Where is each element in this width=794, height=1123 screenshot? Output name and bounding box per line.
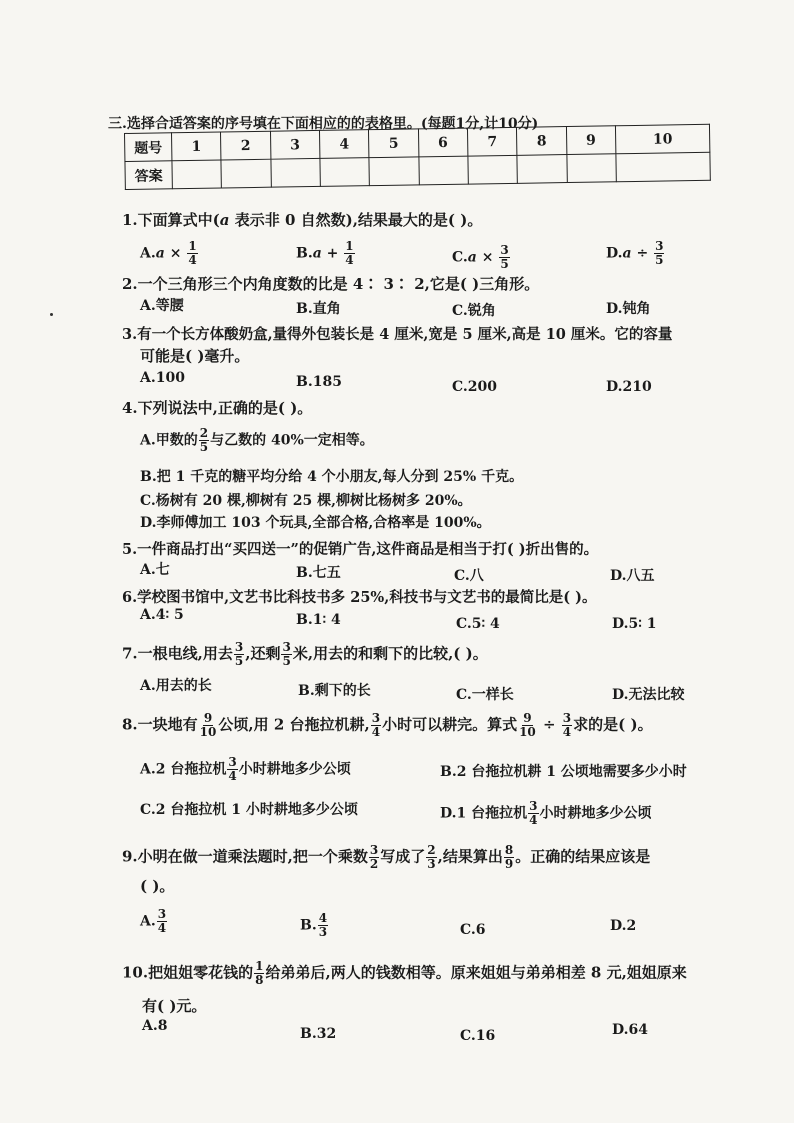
denominator: 5 <box>199 440 209 454</box>
q4-option-a <box>140 427 374 454</box>
var-a: a <box>467 249 477 266</box>
fraction <box>371 712 381 739</box>
q1-option-b <box>296 240 356 267</box>
fraction <box>499 244 509 271</box>
numerator: 3 <box>228 755 237 769</box>
option-label: C. <box>452 249 468 266</box>
q6-option-b: B.1∶ 4 <box>296 612 341 628</box>
q6-option-c: C.5∶ 4 <box>456 616 500 632</box>
answer-cell[interactable] <box>221 159 271 188</box>
answer-cell[interactable] <box>616 152 710 181</box>
answer-cell[interactable] <box>567 154 617 183</box>
answer-cell[interactable] <box>468 155 518 184</box>
denominator: 3 <box>318 925 328 939</box>
q7-option-a: A.用去的长 <box>140 678 212 694</box>
fraction <box>562 712 572 739</box>
stem-text: 写成了 <box>380 847 426 866</box>
numerator: 3 <box>282 640 291 654</box>
q2-option-d: D.钝角 <box>606 301 651 317</box>
question-number-cell: 1 <box>172 132 222 161</box>
denominator: 5 <box>655 253 664 267</box>
stem-text: 给弟弟后,两人的钱数相等。原来姐姐与弟弟相差 8 元,姐姐原来 <box>265 963 687 982</box>
q6-option-d: D.5∶ 1 <box>612 616 657 632</box>
answer-cell[interactable] <box>172 160 222 189</box>
q1-stem-var: a <box>219 211 230 229</box>
operator: × <box>164 245 187 262</box>
numerator: 8 <box>504 843 514 857</box>
numerator: 4 <box>318 911 328 925</box>
option-text: 与乙数的 40%一定相等。 <box>210 432 374 449</box>
q5-stem: 5.一件商品打出“买四送一”的促销广告,这件商品是相当于打( )折出售的。 <box>122 541 599 558</box>
q10-option-b: B.32 <box>300 1026 337 1042</box>
q10-stem <box>122 960 687 987</box>
q3-stem-line1: 3.有一个长方体酸奶盒,量得外包装长是 4 厘米,宽是 5 厘米,高是 10 厘米。它的容量 <box>122 326 673 343</box>
q8-stem <box>122 712 653 739</box>
q1-option-d <box>606 240 665 267</box>
q9-option-a <box>140 908 168 935</box>
q2-option-b: B.直角 <box>296 301 341 317</box>
fraction <box>426 844 436 871</box>
option-text: D.1 台拖拉机 <box>440 805 528 822</box>
q8-option-a <box>140 756 351 783</box>
q1-option-c <box>452 244 511 271</box>
var-a: a <box>622 245 632 262</box>
numerator: 1 <box>255 959 264 973</box>
operator: ÷ <box>537 715 561 734</box>
q4-option-d: D.李师傅加工 103 个玩具,全部合格,合格率是 100%。 <box>140 515 491 531</box>
q2-option-c: C.锐角 <box>452 303 496 319</box>
denominator: 4 <box>529 813 538 827</box>
option-text: A.甲数的 <box>140 432 198 449</box>
numerator: 3 <box>157 907 167 921</box>
q9-option-b <box>300 912 329 939</box>
numerator: 2 <box>199 426 209 440</box>
operator: × <box>476 249 499 266</box>
denominator: 4 <box>562 725 572 739</box>
numerator: 3 <box>234 640 244 654</box>
fraction <box>199 427 209 454</box>
fraction <box>344 240 354 267</box>
numerator: 3 <box>500 243 509 257</box>
q7-option-d: D.无法比较 <box>612 687 685 703</box>
q3-option-d: D.210 <box>606 379 652 395</box>
operator: ÷ <box>631 245 654 262</box>
q4-stem: 4.下列说法中,正确的是( )。 <box>122 399 313 417</box>
question-number-cell: 9 <box>566 126 616 155</box>
option-text: A.2 台拖拉机 <box>140 761 227 778</box>
numerator: 3 <box>529 799 538 813</box>
stem-text: 8.一块地有 <box>122 715 198 734</box>
question-number-cell: 8 <box>517 127 567 156</box>
stem-text: 小时可以耕完。算式 <box>382 715 518 734</box>
q5-option-b: B.七五 <box>296 565 341 581</box>
q8-option-c: C.2 台拖拉机 1 小时耕地多少公顷 <box>140 802 358 818</box>
numerator: 2 <box>427 843 436 857</box>
question-number-cell: 7 <box>467 127 517 156</box>
fraction <box>281 641 291 668</box>
scan-speck <box>50 313 53 316</box>
fraction <box>234 641 244 668</box>
denominator: 4 <box>157 921 167 935</box>
q3-option-c: C.200 <box>452 379 497 395</box>
q7-option-b: B.剩下的长 <box>298 683 371 699</box>
var-a: a <box>312 245 322 262</box>
numerator: 9 <box>523 711 532 725</box>
question-number-cell: 6 <box>418 128 468 157</box>
q10-stem-line2: 有( )元。 <box>142 997 207 1015</box>
fraction <box>254 960 264 987</box>
denominator: 5 <box>282 654 291 668</box>
answer-cell[interactable] <box>369 157 419 186</box>
q1-stem <box>122 210 482 230</box>
row-label-number: 题号 <box>125 133 172 162</box>
q10-option-a: A.8 <box>142 1018 168 1034</box>
denominator: 4 <box>345 253 354 267</box>
numerator: 3 <box>562 711 572 725</box>
q1-option-a <box>140 240 199 267</box>
operator: + <box>321 245 344 262</box>
q1-stem-part: 1.下面算式中( <box>122 211 220 229</box>
numerator: 1 <box>188 239 197 253</box>
fraction <box>187 240 197 267</box>
fraction <box>654 240 664 267</box>
denominator: 4 <box>371 725 381 739</box>
denominator: 4 <box>188 253 197 267</box>
q9-option-c: C.6 <box>460 922 486 938</box>
denominator: 8 <box>255 973 264 987</box>
var-a: a <box>155 245 165 262</box>
q7-option-c: C.一样长 <box>456 687 514 703</box>
option-label: D. <box>606 245 623 262</box>
numerator: 3 <box>369 843 379 857</box>
answer-cell[interactable] <box>320 158 370 187</box>
denominator: 9 <box>504 857 514 871</box>
denominator: 3 <box>427 857 436 871</box>
q4-option-b: B.把 1 千克的糖平均分给 4 个小朋友,每人分到 25% 千克。 <box>140 469 524 485</box>
q7-stem <box>122 641 488 668</box>
numerator: 1 <box>345 239 354 253</box>
denominator: 4 <box>228 769 237 783</box>
q10-option-d: D.64 <box>612 1022 648 1038</box>
answer-cell[interactable] <box>419 156 469 185</box>
q1-stem-part: 表示非 0 自然数),结果最大的是( )。 <box>229 211 483 229</box>
numerator: 3 <box>371 711 381 725</box>
fraction <box>227 756 237 783</box>
numerator: 9 <box>203 711 213 725</box>
section-title: 三.选择合适答案的序号填在下面相应的的表格里。(每题1分,计10分) <box>108 116 539 132</box>
q3-option-a: A.100 <box>140 370 185 386</box>
stem-text: 求的是( )。 <box>573 715 653 734</box>
q5-option-a: A.七 <box>140 562 170 578</box>
stem-text: 。正确的结果应该是 <box>515 847 651 866</box>
q4-option-c: C.杨树有 20 棵,柳树有 25 棵,柳树比杨树多 20%。 <box>140 493 472 509</box>
question-number-cell: 5 <box>369 129 419 158</box>
option-text: 小时耕地多少公顷 <box>238 761 351 778</box>
q8-option-d <box>440 800 652 827</box>
q3-option-b: B.185 <box>296 374 342 390</box>
answer-table <box>124 124 711 190</box>
stem-text: 9.小明在做一道乘法题时,把一个乘数 <box>122 847 368 866</box>
answer-cell[interactable] <box>271 158 321 187</box>
question-number-cell: 2 <box>221 131 271 160</box>
q8-option-b: B.2 台拖拉机耕 1 公顷地需要多少小时 <box>440 764 687 780</box>
stem-text: 7.一根电线,用去 <box>122 644 233 663</box>
fraction <box>528 800 538 827</box>
q5-option-c: C.八 <box>454 568 484 584</box>
option-label: A. <box>140 913 156 930</box>
stem-text: 米,用去的和剩下的比较,( )。 <box>292 644 488 663</box>
fraction <box>157 908 167 935</box>
q2-stem: 2.一个三角形三个内角度数的比是 4∶ 3∶ 2,它是( )三角形。 <box>122 275 540 293</box>
denominator: 5 <box>234 654 244 668</box>
numerator: 3 <box>655 239 664 253</box>
q6-option-a: A.4∶ 5 <box>140 607 184 623</box>
q5-option-d: D.八五 <box>610 568 655 584</box>
denominator: 2 <box>369 857 379 871</box>
q9-option-d: D.2 <box>610 918 637 934</box>
fraction <box>318 912 328 939</box>
option-text: 小时耕地多少公顷 <box>539 805 652 822</box>
fraction <box>369 844 379 871</box>
stem-text: ,还剩 <box>245 644 281 663</box>
denominator: 10 <box>519 725 536 739</box>
q3-stem-line2: 可能是( )毫升。 <box>140 347 250 365</box>
q9-stem <box>122 844 650 871</box>
answer-cell[interactable] <box>517 155 567 184</box>
denominator: 10 <box>199 725 217 739</box>
stem-text: 10.把姐姐零花钱的 <box>122 963 254 982</box>
fraction <box>504 844 514 871</box>
row-label-answer: 答案 <box>125 161 172 190</box>
option-label: A. <box>140 245 156 262</box>
fraction <box>199 712 218 739</box>
question-number-cell: 4 <box>319 130 369 159</box>
denominator: 5 <box>500 257 509 271</box>
fraction <box>518 712 537 739</box>
question-number-cell: 10 <box>615 124 709 153</box>
question-number-cell: 3 <box>270 130 320 159</box>
q9-stem-line2: ( )。 <box>140 877 175 895</box>
option-label: B. <box>296 245 313 262</box>
q6-stem: 6.学校图书馆中,文艺书比科技书多 25%,科技书与文艺书的最简比是( )。 <box>122 589 597 606</box>
option-label: B. <box>300 917 317 934</box>
stem-text: 公顷,用 2 台拖拉机耕, <box>218 715 370 734</box>
q2-option-a: A.等腰 <box>140 298 184 314</box>
q10-option-c: C.16 <box>460 1028 496 1044</box>
stem-text: ,结果算出 <box>437 847 503 866</box>
